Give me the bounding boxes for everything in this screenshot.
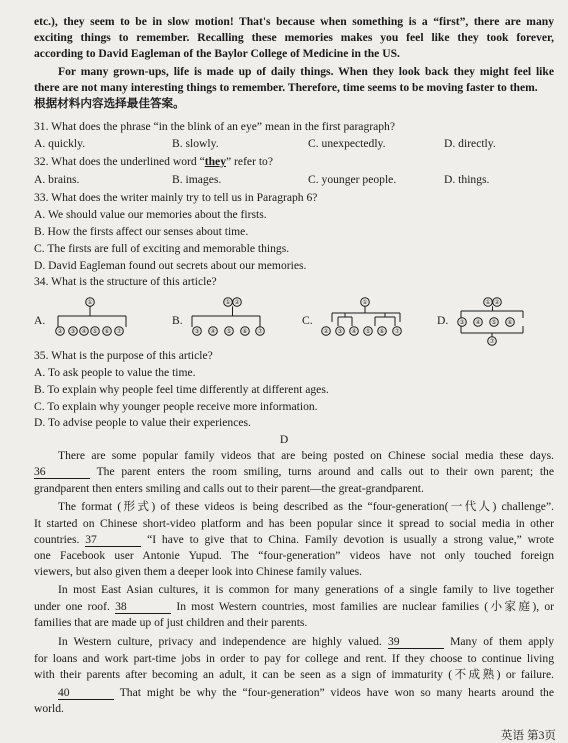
passage-d-line [58, 686, 554, 700]
underlined-word: they [204, 155, 227, 168]
node-3-label: ③ [194, 328, 200, 336]
q35-option-a[interactable]: A. To ask people to value the time. [34, 366, 196, 379]
passage-c-line: For many grown-ups, life is made up of daily things. When they look back they might feel like [58, 65, 554, 78]
node-7-label: ⑦ [116, 328, 122, 336]
node-7-label: ⑦ [489, 338, 495, 346]
passage-d-line: The format (形式) of these videos is being described as the “four-generation(一代人) challenge”. [58, 500, 554, 513]
q31-option-c[interactable]: C. unexpectedly. [308, 137, 386, 150]
node-7-label: ⑦ [394, 328, 400, 336]
passage-d-line: families that are made up of just children and their parents. [34, 616, 308, 629]
question-34-stem: 34. What is the structure of this article? [34, 275, 217, 288]
structure-diagram-b [188, 296, 270, 342]
passage-c-line: etc.), they seem to be in slow motion! That's because when something is a “first”, there are many [34, 15, 554, 28]
passage-d-line [34, 465, 554, 479]
stem-text: 32. What does the underlined word “ [34, 155, 205, 168]
passage-d-line [58, 635, 554, 649]
passage-d-line: for loans and work part-time jobs in order to pay for college and rent. If they choose to continue living [34, 652, 554, 665]
line-text: “I have to give that to China. Family devotion is usually a strong value,” wrote [147, 533, 554, 546]
question-35-stem: 35. What is the purpose of this article? [34, 349, 213, 362]
passage-d-line [34, 533, 554, 547]
passage-d-line [34, 600, 554, 614]
node-5-label: ⑤ [226, 328, 232, 336]
node-3-label: ③ [70, 328, 76, 336]
structure-diagram-d [455, 296, 535, 350]
passage-c-line: exciting things to remember. Recalling these memories makes you feel like they took forever, [34, 31, 554, 44]
q34-option-a-label[interactable]: A. [34, 314, 46, 327]
q32-option-b[interactable]: B. images. [172, 173, 222, 186]
line-text: In Western culture, privacy and independence are highly valued. [58, 635, 382, 648]
line-text: countries. [34, 533, 80, 546]
line-text: That might be why the “four-generation” videos have won so many hearts around the [119, 686, 554, 699]
node-6-label: ⑥ [242, 328, 248, 336]
passage-d-line: It started on Chinese short-video platform and has been popular since it spread to social media in other [34, 517, 554, 530]
q34-option-c-label[interactable]: C. [302, 314, 313, 327]
node-4-label: ④ [351, 328, 357, 336]
node-1-label: ① [485, 299, 491, 307]
node-6-label: ⑥ [104, 328, 110, 336]
node-2-label: ② [494, 299, 500, 307]
q33-option-b[interactable]: B. How the firsts affect our senses about time. [34, 225, 249, 238]
q31-option-b[interactable]: B. slowly. [172, 137, 219, 150]
node-1-label: ① [87, 299, 93, 307]
question-32-stem [34, 155, 554, 169]
node-2-label: ② [57, 328, 63, 336]
page-footer: 英语 第3页 [500, 729, 556, 742]
passage-c-line: there are not many interesting things to remember. Therefore, time seems to be moving faster to them. [34, 81, 538, 94]
q31-option-d[interactable]: D. directly. [444, 137, 496, 150]
structure-diagram-c [320, 296, 410, 342]
blank-39[interactable]: 39 [388, 636, 444, 649]
q33-option-c[interactable]: C. The firsts are full of exciting and memorable things. [34, 242, 290, 255]
passage-d-heading: D [279, 433, 289, 446]
passage-d-line: grandparent then enters smiling and calls out to their parent—the great-grandparent. [34, 482, 424, 495]
question-33-stem: 33. What does the writer mainly try to tell us in Paragraph 6? [34, 191, 318, 204]
stem-text: ” refer to? [226, 155, 273, 168]
node-5-label: ⑤ [92, 328, 98, 336]
passage-d-line: viewers, but also given them a deeper look into Chinese family values. [34, 565, 363, 578]
blank-38[interactable]: 38 [115, 601, 171, 614]
node-3-label: ③ [459, 319, 465, 327]
line-text: under one roof. [34, 600, 110, 613]
q32-option-c[interactable]: C. younger people. [308, 173, 397, 186]
passage-d-line: one Facebook user Antonie Yupud. The “four-generation” videos have not only touched foreign [34, 549, 554, 562]
question-31-stem: 31. What does the phrase “in the blink of an eye” mean in the first paragraph? [34, 120, 395, 133]
line-text: In most Western countries, most families are nuclear families (小家庭), or [176, 600, 554, 613]
line-text: Many of them apply [450, 635, 554, 648]
line-text: The parent enters the room smiling, turns around and calls out to their own parent; the [96, 465, 554, 478]
node-5-label: ⑤ [491, 319, 497, 327]
node-2-label: ② [234, 299, 240, 307]
node-7-label: ⑦ [257, 328, 263, 336]
q33-option-a[interactable]: A. We should value our memories about the firsts. [34, 208, 267, 221]
passage-d-line: There are some popular family videos that are being posted on Chinese social media these days. [58, 449, 554, 462]
node-4-label: ④ [475, 319, 481, 327]
node-6-label: ⑥ [507, 319, 513, 327]
node-1-label: ① [225, 299, 231, 307]
passage-c-line: according to David Eagleman of the Baylor College of Medicine in the US. [34, 47, 400, 60]
passage-d-line: In most East Asian cultures, it is common for many generations of a single family to live together [58, 583, 554, 596]
node-6-label: ⑥ [379, 328, 385, 336]
node-5-label: ⑤ [365, 328, 371, 336]
blank-40[interactable]: 40 [58, 687, 114, 700]
passage-d-line: with their parents after becoming an adult, it can be seen as a sign of immaturity (不成熟) or failure. [34, 668, 554, 681]
passage-d-line: world. [34, 702, 64, 715]
q35-option-b[interactable]: B. To explain why people feel time differently at different ages. [34, 383, 329, 396]
instruction-text: 根据材料内容选择最佳答案。 [34, 97, 185, 110]
blank-37[interactable]: 37 [85, 534, 141, 547]
blank-36[interactable]: 36 [34, 466, 90, 479]
q35-option-c[interactable]: C. To explain why younger people receive more information. [34, 400, 318, 413]
node-1-label: ① [362, 299, 368, 307]
q32-option-d[interactable]: D. things. [444, 173, 490, 186]
node-3-label: ③ [337, 328, 343, 336]
q32-option-a[interactable]: A. brains. [34, 173, 80, 186]
node-2-label: ② [323, 328, 329, 336]
q35-option-d[interactable]: D. To advise people to value their experiences. [34, 416, 251, 429]
node-4-label: ④ [210, 328, 216, 336]
q34-option-b-label[interactable]: B. [172, 314, 183, 327]
q31-option-a[interactable]: A. quickly. [34, 137, 86, 150]
q34-option-d-label[interactable]: D. [437, 314, 449, 327]
q33-option-d[interactable]: D. David Eagleman found out secrets about our memories. [34, 259, 307, 272]
node-4-label: ④ [81, 328, 87, 336]
structure-diagram-a [50, 296, 132, 342]
